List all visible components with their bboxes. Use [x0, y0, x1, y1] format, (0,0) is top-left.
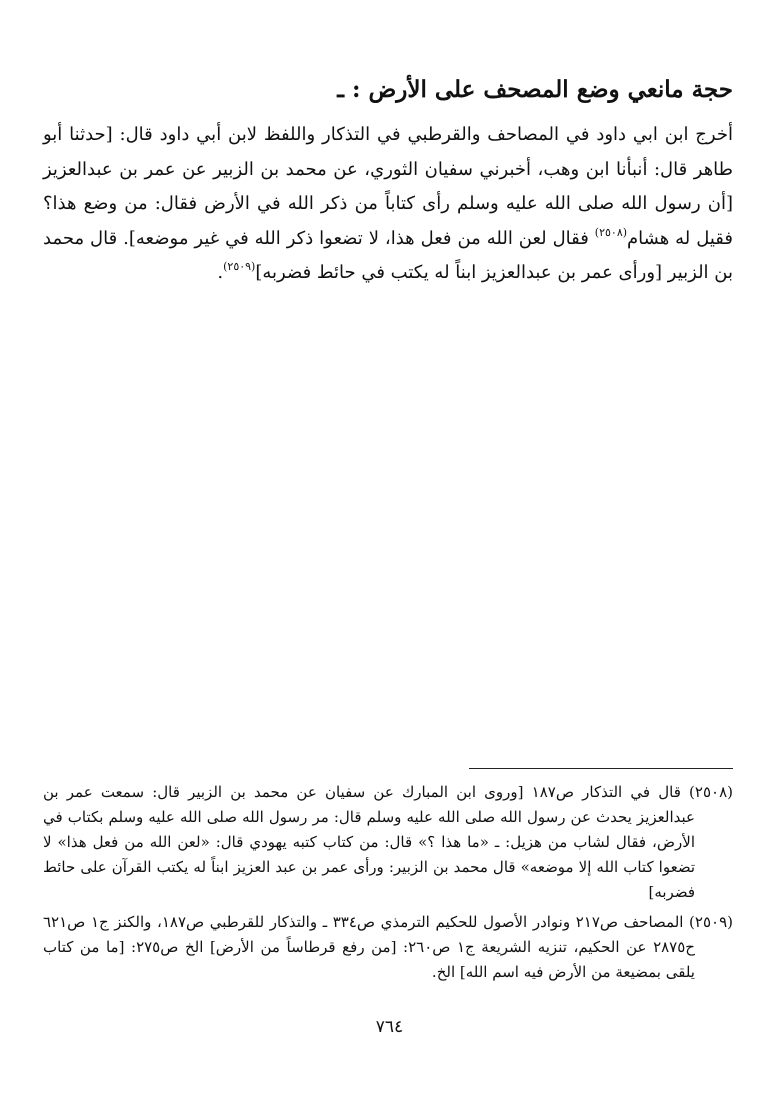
footnotes	[43, 780, 733, 990]
body-text-part-1: أخرج ابن ابي داود في المصاحف والقرطبي في التذكار واللفظ لابن أبي داود قال: [حدثنا أبو طاهر قال: أنبأنا ابن وهب، أخبرني سفيان الثوري، عن محمد بن الزبير عن عمر بن عبدالعزيز [أن رسول الله صلى الله عليه وسلم رأى كتاباً من ذكر الله في الأرض فقال: من وضع هذا؟ فقيل له هشام	[43, 124, 733, 249]
page-number: ٧٦٤	[375, 1017, 404, 1037]
footnote-separator	[469, 768, 733, 769]
footnote-ref-2508[interactable]: (٢٥٠٨)	[594, 225, 628, 239]
footnote-2508: (٢٥٠٨) قال في التذكار ص١٨٧ [وروى ابن المبارك عن سفيان عن محمد بن الزبير قال: سمعت عمر بن عبدالعزيز يحدث عن رسول الله صلى الله عليه وسلم قال: مر رسول الله صلى الله عليه وسلم بكتاب في الأرض، فقال لشاب من هزيل: ـ «ما هذا ؟» قال: من كتاب كتبه يهودي قال: «لعن الله من فعل هذا» لا تضعوا كتاب الله إلا موضعه» قال محمد بن الزبير: ورأى عمر بن عبد العزيز ابناً له يكتب القرآن على حائط فضربه]	[43, 783, 733, 901]
body-text-part-2: فقال لعن الله من فعل هذا، لا تضعوا ذكر الله في غير موضعه]. قال محمد بن الزبير [ورأى عمر بن عبدالعزيز ابناً له يكتب في حائط فضربه]	[43, 227, 733, 283]
footnote-ref-2509[interactable]: (٢٥٠٩)	[223, 259, 256, 273]
section-heading: حجة مانعي وضع المصحف على الأرض : ـ	[337, 76, 733, 103]
body-text-part-3: .	[217, 262, 224, 283]
footnote-2509: (٢٥٠٩) المصاحف ص٢١٧ ونوادر الأصول للحكيم الترمذي ص٣٣٤ ـ والتذكار للقرطبي ص١٨٧، والكنز ج١ ص٦٢١ ح٢٨٧٥ عن الحكيم، تنزيه الشريعة ج١ ص٢٦٠: [من رفع قرطاساً من الأرض] الخ ص٢٧٥: [ما من كتاب يلقى بمضيعة من الأرض فيه اسم الله] الخ.	[43, 913, 734, 981]
main-text	[43, 118, 733, 291]
body-paragraph	[43, 118, 733, 291]
